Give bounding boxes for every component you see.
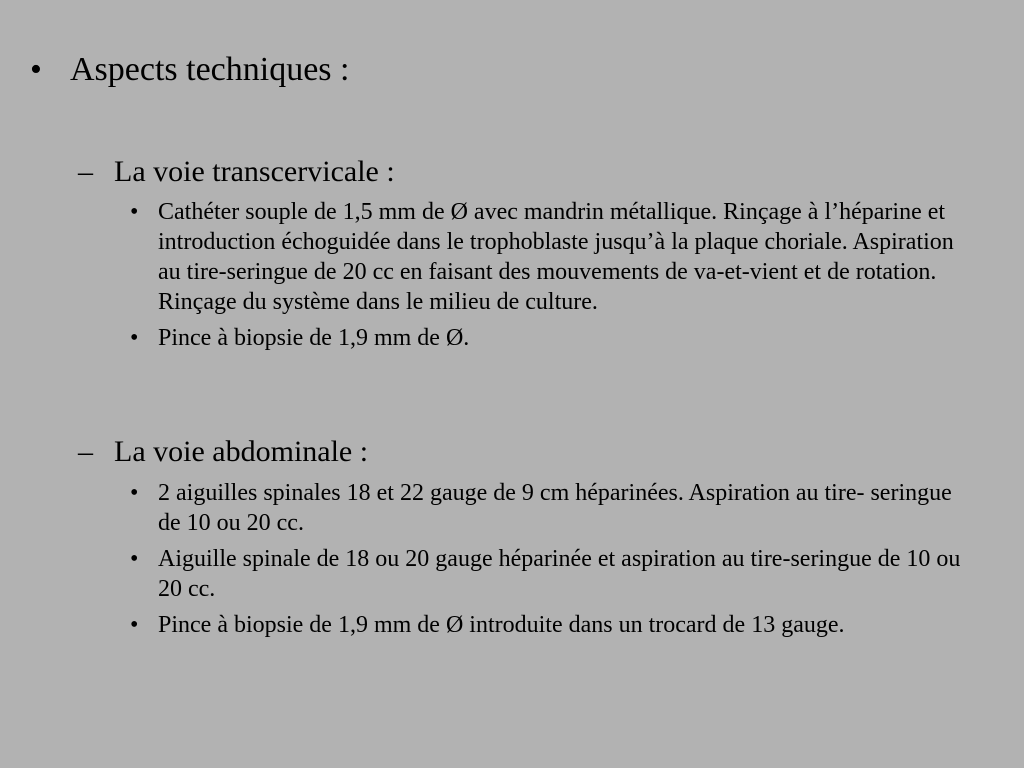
heading-text: Aspects techniques : — [70, 51, 350, 88]
list-item — [130, 323, 970, 353]
heading-bullet: • — [30, 51, 42, 88]
transcervicale-list — [130, 197, 970, 359]
section-dash: – — [78, 155, 93, 188]
item-text: Aiguille spinale de 18 ou 20 gauge héparinée et aspiration au tire-seringue de 10 ou 20 cc. — [158, 546, 961, 602]
section-title: La voie abdominale : — [114, 435, 369, 468]
item-bullet: • — [130, 546, 139, 572]
abdominale-list — [130, 478, 970, 646]
item-bullet: • — [130, 325, 139, 351]
section-abdominale — [78, 434, 978, 470]
item-text: Cathéter souple de 1,5 mm de Ø avec mandrin métallique. Rinçage à l’héparine et introduction échoguidée dans le trophoblaste jusqu’à la plaque choriale. Aspiration au tire-seringue de 20 cc en faisant des mouvements de va-et-vient et de rotation. Rinçage du système dans le milieu de culture. — [158, 199, 954, 315]
slide-heading — [30, 50, 990, 90]
list-item — [130, 610, 970, 640]
item-text: Pince à biopsie de 1,9 mm de Ø introduite dans un trocard de 13 gauge. — [158, 612, 845, 638]
item-text: Pince à biopsie de 1,9 mm de Ø. — [158, 325, 470, 351]
section-transcervicale — [78, 154, 978, 190]
section-dash: – — [78, 435, 93, 468]
item-text: 2 aiguilles spinales 18 et 22 gauge de 9 cm héparinées. Aspiration au tire- seringue de 10 ou 20 cc. — [158, 480, 952, 536]
list-item — [130, 544, 970, 604]
list-item — [130, 478, 970, 538]
item-bullet: • — [130, 199, 139, 225]
item-bullet: • — [130, 612, 139, 638]
list-item — [130, 197, 970, 317]
section-title: La voie transcervicale : — [114, 155, 395, 188]
item-bullet: • — [130, 480, 139, 506]
